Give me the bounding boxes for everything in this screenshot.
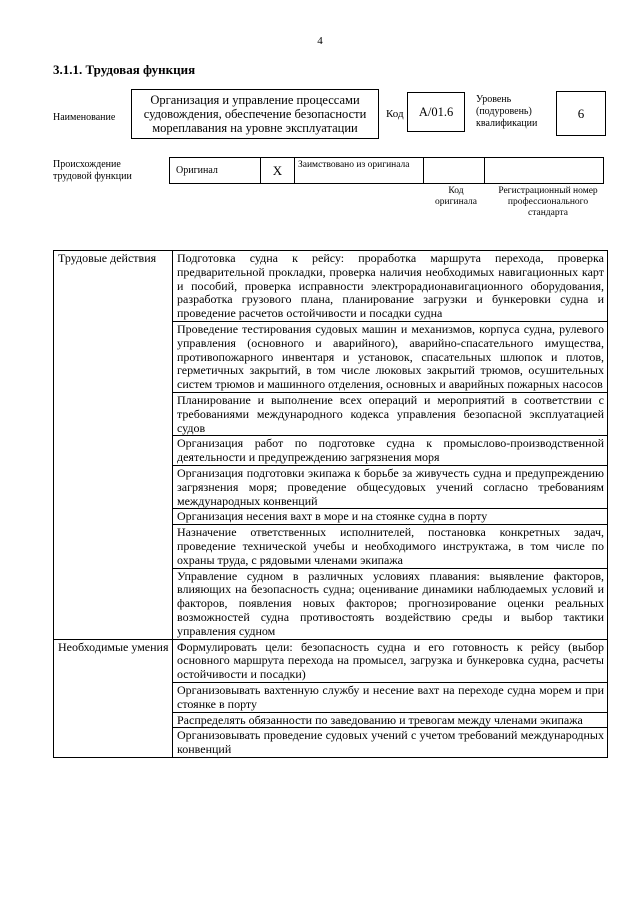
table-cell: Планирование и выполнение всех операций и мероприятий в соответствии с требованиями международного кодекса управления безопасной эксплуатацией судов xyxy=(173,392,608,435)
function-name-value: Организация и управление процессами судовождения, обеспечение безопасности мореплавания на уровне эксплуатации xyxy=(143,93,367,135)
table-cell: Организация работ по подготовке судна к промыслово-производственной деятельности и предупреждению загрязнения моря xyxy=(173,436,608,466)
table-cell: Организовывать проведение судовых учений с учетом требований международных конвенций xyxy=(173,728,608,758)
borrowed-cell xyxy=(294,157,424,184)
code-original-caption xyxy=(425,186,487,208)
origin-label-line-2: трудовой функции xyxy=(53,171,132,182)
level-label-line-3: квалификации xyxy=(476,118,538,129)
page-number: 4 xyxy=(317,35,323,47)
qualification-level-value: 6 xyxy=(577,105,585,121)
category-required-skills: Необходимые умения xyxy=(54,639,173,757)
code-original-line-1: Код xyxy=(448,186,464,196)
origin-label-line-1: Происхождение xyxy=(53,159,121,170)
category-labor-actions: Трудовые действия xyxy=(54,251,173,640)
qualification-level-label xyxy=(476,94,537,130)
table-cell: Управление судном в различных условиях плавания: выявление факторов, влияющих на безопасность судна; оценивание динамики наблюдаемых условий и факторов, появления новых факторов; прогнозирование оценки реальных возможностей судна противостоять воздействию среды и выбор тактики управления судном xyxy=(173,568,608,639)
qualification-level-box xyxy=(556,91,606,136)
level-label-line-1: Уровень xyxy=(476,94,512,105)
borrowed-label: Заимствовано из оригинала xyxy=(298,160,410,170)
table-cell: Организация подготовки экипажа к борьбе за живучесть судна и предупреждению загрязнения моря; проведение общесудовых учений согласно требованиям международных конвенций xyxy=(173,465,608,508)
table-cell: Формулировать цели: безопасность судна и его готовность к рейсу (выбор основного маршрута перехода на промысел, загрузка и бункеровка судна, расчеты остойчивости и посадки) xyxy=(173,639,608,682)
level-label-line-2: (подуровень) xyxy=(476,106,532,117)
function-name-box xyxy=(131,89,379,139)
origin-label xyxy=(53,159,132,183)
table-cell: Распределять обязанности по заведованию и тревогам между членами экипажа xyxy=(173,712,608,728)
original-cell xyxy=(169,157,261,184)
code-box xyxy=(407,92,465,132)
labor-actions-table xyxy=(53,250,608,758)
code-label: Код xyxy=(386,108,404,120)
code-original-line-2: оригинала xyxy=(435,197,477,207)
section-title: 3.1.1. Трудовая функция xyxy=(53,62,196,77)
code-original-cell xyxy=(423,157,485,184)
reg-number-cell xyxy=(484,157,604,184)
table-cell: Проведение тестирования судовых машин и механизмов, корпуса судна, рулевого управления (основного и аварийного), аварийно-спасательного имущества, противопожарного инвентаря и установок, спасательных шлюпок и плотов, герметичных закрытий, в том числе люковых закрытий трюмов, осушительных систем трюмов и машинного отделения, основных и аварийных пожарных насосов xyxy=(173,321,608,392)
table-cell: Назначение ответственных исполнителей, постановка конкретных задач, проведение технической учебы и необходимого инструктажа, в том числе по охраны труда, с рядовыми членами экипажа xyxy=(173,525,608,568)
name-label: Наименование xyxy=(53,112,116,123)
original-label: Оригинал xyxy=(176,165,218,176)
origin-table xyxy=(170,157,606,184)
table-cell: Организация несения вахт в море и на стоянке судна в порту xyxy=(173,509,608,525)
table-row xyxy=(54,251,608,322)
table-cell: Организовывать вахтенную службу и несение вахт на переходе судна морем и при стоянке в порту xyxy=(173,682,608,712)
original-mark-cell xyxy=(260,157,295,184)
original-mark: X xyxy=(272,162,283,178)
code-value: A/01.6 xyxy=(418,104,454,119)
table-row xyxy=(54,639,608,682)
reg-number-caption: Регистрационный номер профессионального стандарта xyxy=(498,186,598,218)
table-cell: Подготовка судна к рейсу: проработка маршрута перехода, проверка предварительной прокладки, проверка наличия необходимых навигационных карт и пособий, проверка исправности электрорадионавигационного оборудования, разработка грузового плана, планирование загрузки и бункеровки судна и проведение расчетов остойчивости и посадки судна xyxy=(173,251,608,322)
